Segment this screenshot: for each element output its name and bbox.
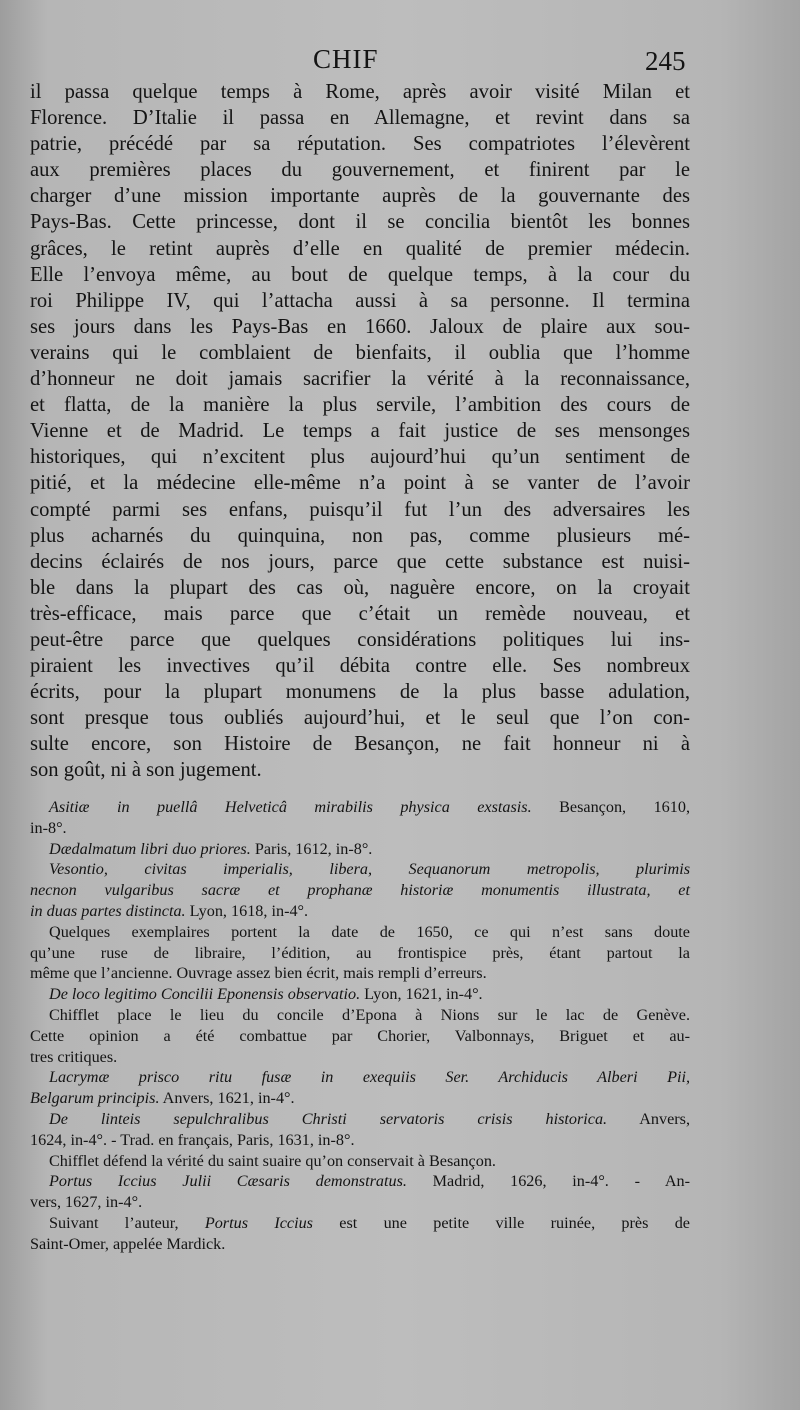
page-number: 245 <box>645 46 686 76</box>
work-title: De loco legitimo Concilii Eponensis observatio. <box>49 985 361 1004</box>
work-title: Portus Iccius <box>204 1213 313 1232</box>
bibliography-line <box>30 1130 690 1151</box>
publication-details: Lyon, 1618, in-4°. <box>185 901 309 920</box>
bibliography-line <box>30 1234 690 1255</box>
work-title: in duas partes distincta. <box>30 901 186 920</box>
text-line: écrits, pour la plupart monumens de la plus basse adulation, <box>30 681 690 704</box>
text-line: ble dans la plupart des cas où, naguère encore, on la croyait <box>30 576 690 599</box>
work-title: Lacrymæ prisco ritu fusæ in exequiis Ser. Archiducis Alberi Pii, <box>49 1068 690 1087</box>
text-line: Florence. D’Italie il passa en Allemagne, et revint dans sa <box>30 107 690 130</box>
text-line: piraient les invectives qu’il débita contre elle. Ses nombreux <box>30 655 690 678</box>
bibliography-line <box>30 984 690 1005</box>
publication-details: in-8°. <box>30 818 67 837</box>
publication-details: vers, 1627, in-4°. <box>30 1193 143 1212</box>
text-line: ses jours dans les Pays-Bas en 1660. Jaloux de plaire aux sou- <box>30 315 690 338</box>
publication-details: qu’une ruse de libraire, l’édition, au frontispice près, étant partout la <box>30 943 690 962</box>
bibliography-line <box>30 1171 690 1192</box>
bibliography-line <box>30 922 690 943</box>
work-title: Portus Iccius Julii Cæsaris demonstratus. <box>49 1172 407 1191</box>
bibliography-line <box>30 1026 690 1047</box>
publication-details: même que l’ancienne. Ouvrage assez bien écrit, mais rempli d’erreurs. <box>30 964 487 983</box>
bibliography-line <box>30 1005 690 1026</box>
bibliography-line <box>30 859 690 880</box>
publication-details: Anvers, <box>607 1109 691 1128</box>
bibliography-line <box>30 963 690 984</box>
bibliography-line <box>30 1088 690 1109</box>
bibliography-entry <box>30 1109 690 1151</box>
work-title: necnon vulgaribus sacræ et prophanæ historiæ monumentis illustrata, et <box>30 881 690 900</box>
text-line: très-efficace, mais parce que c’était un remède nouveau, et <box>30 602 690 625</box>
publication-details: Anvers, 1621, in-4°. <box>159 1089 295 1108</box>
publication-details: Cette opinion a été combattue par Chorier, Valbonnays, Briguet et au- <box>30 1026 690 1045</box>
text-line: son goût, ni à son jugement. <box>30 759 262 782</box>
bibliography-line <box>30 839 690 860</box>
work-title: Belgarum principis. <box>30 1089 160 1108</box>
text-line: Vienne et de Madrid. Le temps a fait justice de ses mensonges <box>30 420 690 443</box>
text-line: peut-être parce que quelques considérations politiques lui ins- <box>30 628 690 651</box>
bibliography-line <box>30 1151 690 1172</box>
bibliography-entry <box>30 1171 690 1213</box>
text-line: charger d’une mission importante auprès de la gouvernante des <box>30 185 690 208</box>
bibliography-line <box>30 1109 690 1130</box>
text-line: d’honneur ne doit jamais sacrifier la vérité à la reconnaissance, <box>30 368 690 391</box>
running-head: CHIF <box>313 44 379 74</box>
bibliography-line <box>30 1213 690 1234</box>
bibliography-entry <box>30 984 690 1005</box>
bibliography-line <box>30 1047 690 1068</box>
bibliography-entry <box>30 839 690 860</box>
bibliography-note <box>30 1213 690 1255</box>
publication-details: Paris, 1612, in-8°. <box>250 839 373 858</box>
bibliography-entry <box>30 1067 690 1109</box>
bibliography-note <box>30 1151 690 1172</box>
work-title: Dædalmatum libri duo priores. <box>49 839 251 858</box>
text-line: aux premières places du gouvernement, et finirent par le <box>30 159 690 182</box>
text-line: sont presque tous oubliés aujourd’hui, et le seul que l’on con- <box>30 707 690 730</box>
text-line: sulte encore, son Histoire de Besançon, ne fait honneur ni à <box>30 733 690 756</box>
publication-details: Chifflet place le lieu du concile d’Epona à Nions sur le lac de Genève. <box>49 1005 690 1024</box>
text-line: roi Philippe IV, qui l’attacha aussi à sa personne. Il termina <box>30 289 690 312</box>
bibliography-entry <box>30 797 690 839</box>
work-title: Asitiæ in puellâ Helveticâ mirabilis physica exstasis. <box>49 798 532 816</box>
biography-text <box>30 79 690 784</box>
text-line: il passa quelque temps à Rome, après avoir visité Milan et <box>30 81 690 103</box>
publication-details: Suivant l’auteur, <box>49 1213 205 1232</box>
text-line: verains qui le comblaient de bienfaits, il oublia que l’homme <box>30 341 690 364</box>
publication-details: Lyon, 1621, in-4°. <box>360 985 483 1004</box>
publication-details: Besançon, 1610, <box>531 798 690 816</box>
page-header <box>0 44 800 80</box>
publication-details: Madrid, 1626, in-4°. - An- <box>406 1172 691 1191</box>
text-line: grâces, le retint auprès d’elle en qualité de premier médecin. <box>30 237 690 260</box>
work-title: De linteis sepulchralibus Christi servatoris crisis historica. <box>49 1109 608 1128</box>
work-title: Vesontio, civitas imperialis, libera, Sequanorum metropolis, plurimis <box>49 860 690 879</box>
bibliography-line <box>30 880 690 901</box>
publication-details: Saint-Omer, appelée Mardick. <box>30 1234 226 1253</box>
text-line: plus acharnés du quinquina, non pas, comme plusieurs mé- <box>30 524 690 547</box>
publication-details: Chifflet défend la vérité du saint suaire qu’on conservait à Besançon. <box>49 1151 496 1170</box>
text-line: et flatta, de la manière la plus servile, l’ambition des cours de <box>30 394 690 417</box>
text-line: pitié, et la médecine elle-même n’a point à se vanter de l’avoir <box>30 472 690 495</box>
publication-details: tres critiques. <box>30 1047 118 1066</box>
text-line: Pays-Bas. Cette princesse, dont il se concilia bientôt les bonnes <box>30 211 690 234</box>
text-line: decins éclairés de nos jours, parce que cette substance est nuisi- <box>30 550 690 573</box>
text-line: Elle l’envoya même, au bout de quelque temps, à la cour du <box>30 263 690 286</box>
text-line: patrie, précédé par sa réputation. Ses compatriotes l’élevèrent <box>30 133 690 156</box>
bibliography-note <box>30 922 690 984</box>
publication-details: Quelques exemplaires portent la date de 1650, ce qui n’est sans doute <box>49 922 690 941</box>
bibliography-line <box>30 1067 690 1088</box>
bibliography-line <box>30 797 690 818</box>
bibliography-line <box>30 1192 690 1213</box>
text-line: compté parmi ses enfans, puisqu’il fut l’un des adversaires les <box>30 498 690 521</box>
bibliography-line <box>30 943 690 964</box>
bibliography <box>30 797 690 1255</box>
bibliography-line <box>30 818 690 839</box>
note-text: est une petite ville ruinée, près de <box>312 1213 690 1232</box>
bibliography-note <box>30 1005 690 1067</box>
bibliography-line <box>30 901 690 922</box>
bibliography-entry <box>30 859 690 921</box>
text-line: historiques, qui n’excitent plus aujourd’hui qu’un sentiment de <box>30 446 690 469</box>
publication-details: 1624, in-4°. - Trad. en français, Paris, 1631, in-8°. <box>30 1130 355 1149</box>
